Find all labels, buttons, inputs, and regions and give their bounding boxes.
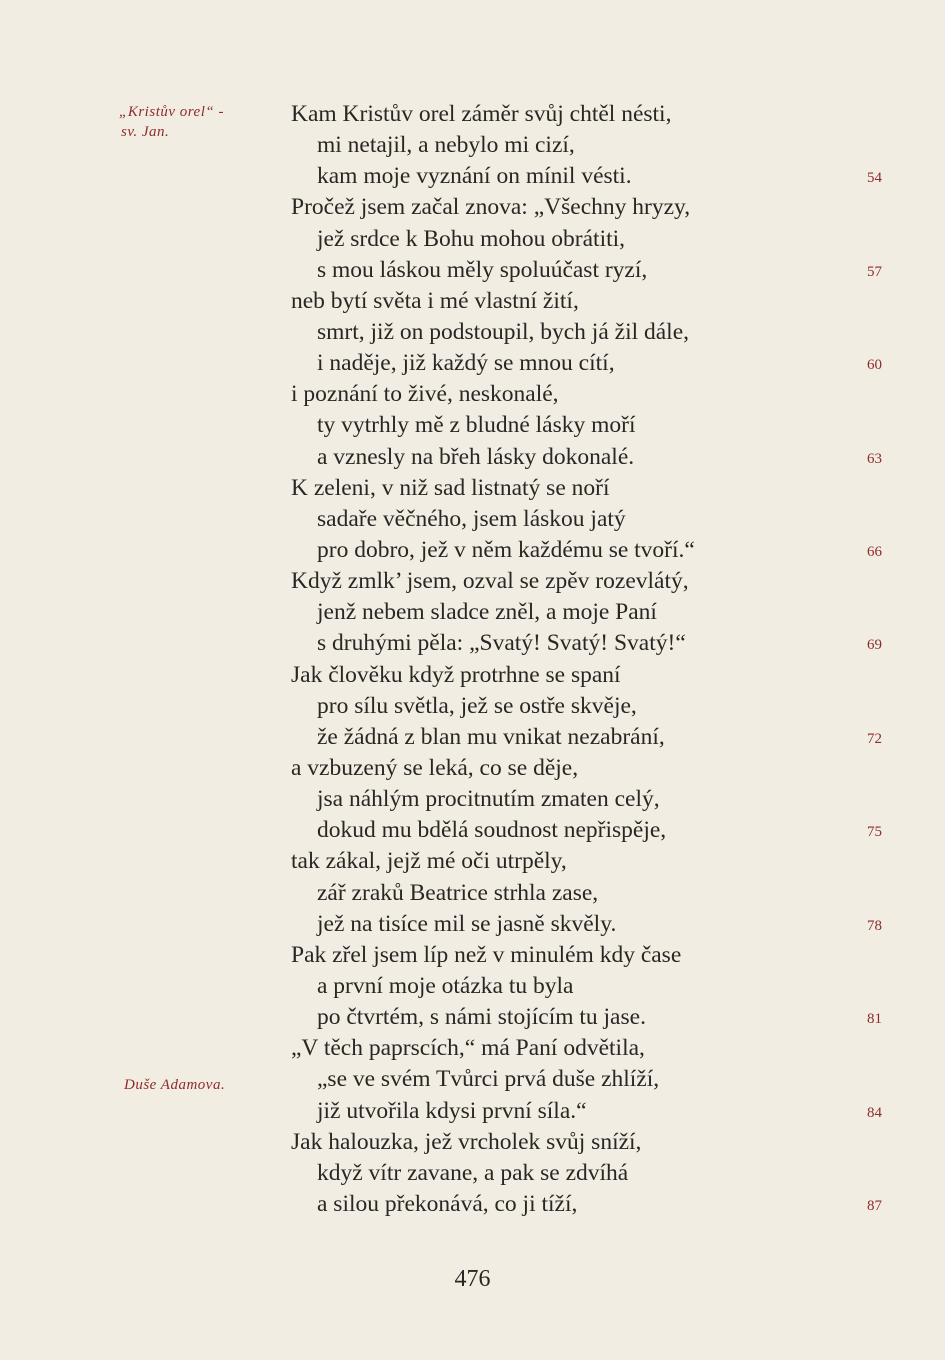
verse-line (291, 99, 891, 130)
verse-text: kam moje vyznání on mínil vésti. (317, 163, 632, 190)
verse-line (291, 691, 891, 722)
verse-text: a silou překonává, co ji tíží, (317, 1190, 578, 1217)
margin-note-line: „Kristův orel“ - (119, 104, 224, 120)
verse-text: smrt, již on podstoupil, bych já žil dále, (317, 318, 690, 345)
verse-line (291, 286, 891, 317)
verse-text: jenž nebem sladce zněl, a moje Paní (317, 599, 657, 626)
verse-line (291, 130, 891, 161)
verse-text: jsa náhlým procitnutím zmaten celý, (317, 786, 660, 813)
verse-line (291, 255, 891, 286)
verse-line (291, 317, 891, 348)
verse-text: neb bytí světa i mé vlastní žití, (291, 287, 579, 314)
verse-text: pro dobro, jež v něm každému se tvoří.“ (317, 536, 695, 563)
verse-line (291, 784, 891, 815)
verse-line (291, 971, 891, 1002)
verse-text: zář zraků Beatrice strhla zase, (317, 879, 599, 906)
verse-line (291, 597, 891, 628)
verse-line (291, 442, 891, 473)
margin-note-kristuv-orel (119, 102, 224, 142)
verse-text: Když zmlk’ jsem, ozval se zpěv rozevlátý, (291, 568, 689, 595)
verse-text: jež na tisíce mil se jasně skvěly. (317, 910, 617, 937)
verse-line (291, 348, 891, 379)
verse-text: sadaře věčného, jsem láskou jatý (317, 505, 626, 532)
verse-text: „V těch paprscích,“ má Paní odvětila, (291, 1035, 645, 1062)
line-number: 57 (867, 263, 882, 280)
verse-line (291, 566, 891, 597)
line-number: 69 (867, 637, 882, 654)
verse-text: jež srdce k Bohu mohou obrátiti, (317, 225, 626, 252)
verse-line (291, 628, 891, 659)
verse-text: tak zákal, jejž mé oči utrpěly, (291, 848, 567, 875)
verse-text: mi netajil, a nebylo mi cizí, (317, 132, 575, 159)
verse-line (291, 1002, 891, 1033)
page-number: 476 (454, 1266, 491, 1292)
verse-line (291, 473, 891, 504)
verse-line (291, 1096, 891, 1127)
verse-line (291, 753, 891, 784)
verse-text: Jak člověku když protrhne se spaní (291, 661, 621, 688)
verse-text: již utvořila kdysi první síla.“ (317, 1097, 587, 1124)
verse-text: pro sílu světla, jež se ostře skvěje, (317, 692, 637, 719)
margin-note-line: sv. Jan. (121, 124, 170, 140)
verse-line (291, 379, 891, 410)
verse-line (291, 846, 891, 877)
verse-line (291, 815, 891, 846)
verse-text: a vzbuzený se leká, co se děje, (291, 754, 579, 781)
line-number: 54 (867, 170, 882, 187)
verse-text: „se ve svém Tvůrci prvá duše zhlíží, (317, 1066, 660, 1093)
verse-text: a první moje otázka tu byla (317, 972, 574, 999)
verse-line (291, 878, 891, 909)
verse-block (291, 99, 891, 1220)
line-number: 60 (867, 357, 882, 374)
verse-text: dokud mu bdělá soudnost nepřispěje, (317, 817, 667, 844)
verse-text: i poznání to živé, neskonalé, (291, 381, 559, 408)
verse-line (291, 1189, 891, 1220)
verse-line (291, 410, 891, 441)
line-number: 63 (867, 450, 882, 467)
verse-text: s mou láskou měly spoluúčast ryzí, (317, 256, 648, 283)
verse-text: Kam Kristův orel záměr svůj chtěl nésti, (291, 101, 672, 127)
verse-line (291, 1033, 891, 1064)
verse-text: Pak zřel jsem líp než v minulém kdy čase (291, 941, 682, 968)
verse-text: ty vytrhly mě z bludné lásky moří (317, 412, 636, 439)
verse-text: po čtvrtém, s námi stojícím tu jase. (317, 1004, 646, 1031)
verse-line (291, 504, 891, 535)
verse-line (291, 161, 891, 192)
verse-line (291, 660, 891, 691)
verse-text: a vznesly na břeh lásky dokonalé. (317, 443, 635, 470)
verse-line (291, 1127, 891, 1158)
verse-line (291, 535, 891, 566)
verse-text: s druhými pěla: „Svatý! Svatý! Svatý!“ (317, 630, 686, 657)
verse-line (291, 722, 891, 753)
verse-line (291, 192, 891, 223)
verse-text: K zeleni, v niž sad listnatý se noří (291, 474, 610, 501)
line-number: 66 (867, 543, 882, 560)
line-number: 84 (867, 1104, 882, 1121)
verse-line (291, 1064, 891, 1095)
line-number: 72 (867, 730, 882, 747)
verse-text: že žádná z blan mu vnikat nezabrání, (317, 723, 665, 750)
line-number: 75 (867, 824, 882, 841)
line-number: 87 (867, 1197, 882, 1214)
line-number: 78 (867, 917, 882, 934)
verse-line (291, 224, 891, 255)
verse-line (291, 909, 891, 940)
verse-text: Pročež jsem začal znova: „Všechny hryzy, (291, 194, 691, 221)
line-number: 81 (867, 1011, 882, 1028)
verse-text: když vítr zavane, a pak se zdvíhá (317, 1159, 629, 1186)
margin-note-line: Duše Adamova. (124, 1077, 226, 1093)
verse-line (291, 940, 891, 971)
verse-text: Jak halouzka, jež vrcholek svůj sníží, (291, 1128, 642, 1155)
verse-text: i naděje, již každý se mnou cítí, (317, 350, 615, 377)
margin-note-duse-adamova (124, 1075, 225, 1095)
verse-line (291, 1158, 891, 1189)
